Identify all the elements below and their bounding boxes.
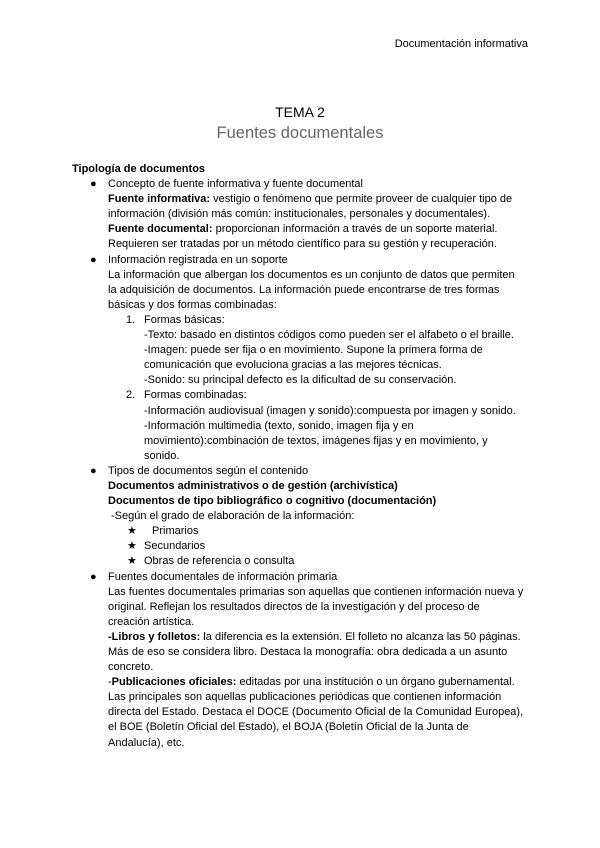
paragraph-line: movimiento):combinación de textos, imágenes fijas y en movimiento, y [144,434,488,447]
paragraph-line: -Publicaciones oficiales: editadas por una institución o un órgano gubernamental. [108,676,515,689]
paragraph-line: -Texto: basado en distintos códigos como pueden ser el alfabeto o el braille. [144,329,514,342]
item-number: 1. [126,313,136,326]
numbered-item: 2. Formas combinadas: [72,388,532,403]
star-icon: ★ [127,525,137,538]
paragraph-line: Más de eso se considera libro. Destaca la monografía: obra dedicada a un asunto [108,646,508,658]
star-item: ★ Secundarios [72,539,532,554]
star-item: ★ Primarios [72,524,532,539]
paragraph-line: básicas y dos formas combinadas: [108,298,277,311]
numbered-item: 1. Formas básicas: [72,313,532,328]
paragraph-line: Las fuentes documentales primarias son aquellas que contienen información nueva y [108,585,524,598]
paragraph-line: Fuente informativa: vestigio o fenómeno que permite proveer de cualquier tipo de [108,193,513,206]
paragraph-line: información (división más común: institucionales, personales y documentales). [108,208,491,221]
term-label: Fuente informativa: [108,193,211,206]
bullet-title: Información registrada en un soporte [108,253,288,266]
paragraph-line: Requieren ser tratadas por un método científico para su gestión y recuperación. [108,238,497,251]
section-heading: Tipología de documentos [72,163,206,175]
bullet-title: Fuentes documentales de información primaria [108,570,338,583]
list-item [72,253,532,268]
bullet-icon: ● [90,178,97,191]
paragraph-line: -Imagen: puede ser fija o en movimiento. Supone la primera forma de [144,344,483,357]
paragraph-line: Andalucía), etc. [108,736,185,749]
paragraph-line: concreto. [108,661,154,674]
term-label: -Libros y folletos: [108,630,201,643]
paragraph-line: -Información audiovisual (imagen y sonido):compuesta por imagen y sonido. [144,404,516,417]
bullet-icon: ● [90,464,97,477]
paragraph-line: -Sonido: su principal defecto es la dificultad de su conservación. [144,374,457,387]
star-item: ★ Obras de referencia o consulta [72,554,532,569]
list-item [72,570,532,585]
bullet-title: Concepto de fuente informativa y fuente documental [108,178,363,191]
item-number: 2. [126,389,136,402]
bullet-title: Tipos de documentos según el contenido [108,464,309,477]
bold-line: Documentos de tipo bibliográfico o cognitivo (documentación) [108,495,437,508]
paragraph-line: Fuente documental: proporcionan información a través de un soporte material. [108,223,498,236]
document-body [72,162,532,751]
page-title: Fuentes documentales [216,124,384,142]
list-item [72,177,532,192]
paragraph-line: comunicación que evoluciona gracias a las mejores técnicas. [144,359,442,372]
topic-number: TEMA 2 [275,104,325,120]
paragraph-line: sonido. [144,449,180,462]
paragraph-line: directa del Estado. Destaca el DOCE (Documento Oficial de la Comunidad Europea), [108,706,524,719]
list-item [72,464,532,479]
paragraph-line: la adquisición de documentos. La información puede encontrarse de tres formas [108,283,500,296]
star-icon: ★ [127,555,137,568]
paragraph-line: -Según el grado de elaboración de la información: [111,510,355,523]
paragraph-line: Las principales son aquellas publicaciones periódicas que contienen información [108,691,502,704]
bold-line: Documentos administrativos o de gestión (archivística) [108,479,398,492]
bullet-icon: ● [90,253,97,266]
page-header: Documentación informativa [394,38,528,50]
paragraph-line: creación artística. [108,615,195,628]
paragraph-line: el BOE (Boletín Oficial del Estado), el BOJA (Boletín Oficial de la Junta de [108,721,469,734]
bullet-icon: ● [90,570,97,583]
paragraph-line: -Información multimedia (texto, sonido, imagen fija y en [144,419,414,432]
term-label: Publicaciones oficiales: [111,676,237,689]
paragraph-line: La información que albergan los documentos es un conjunto de datos que permiten [108,268,515,281]
term-label: Fuente documental: [108,223,213,236]
star-icon: ★ [127,540,137,553]
paragraph-line: -Libros y folletos: la diferencia es la extensión. El folleto no alcanza las 50 páginas. [108,630,521,643]
paragraph-line: original. Reflejan los resultados directos de la investigación y del proceso de [108,600,480,613]
